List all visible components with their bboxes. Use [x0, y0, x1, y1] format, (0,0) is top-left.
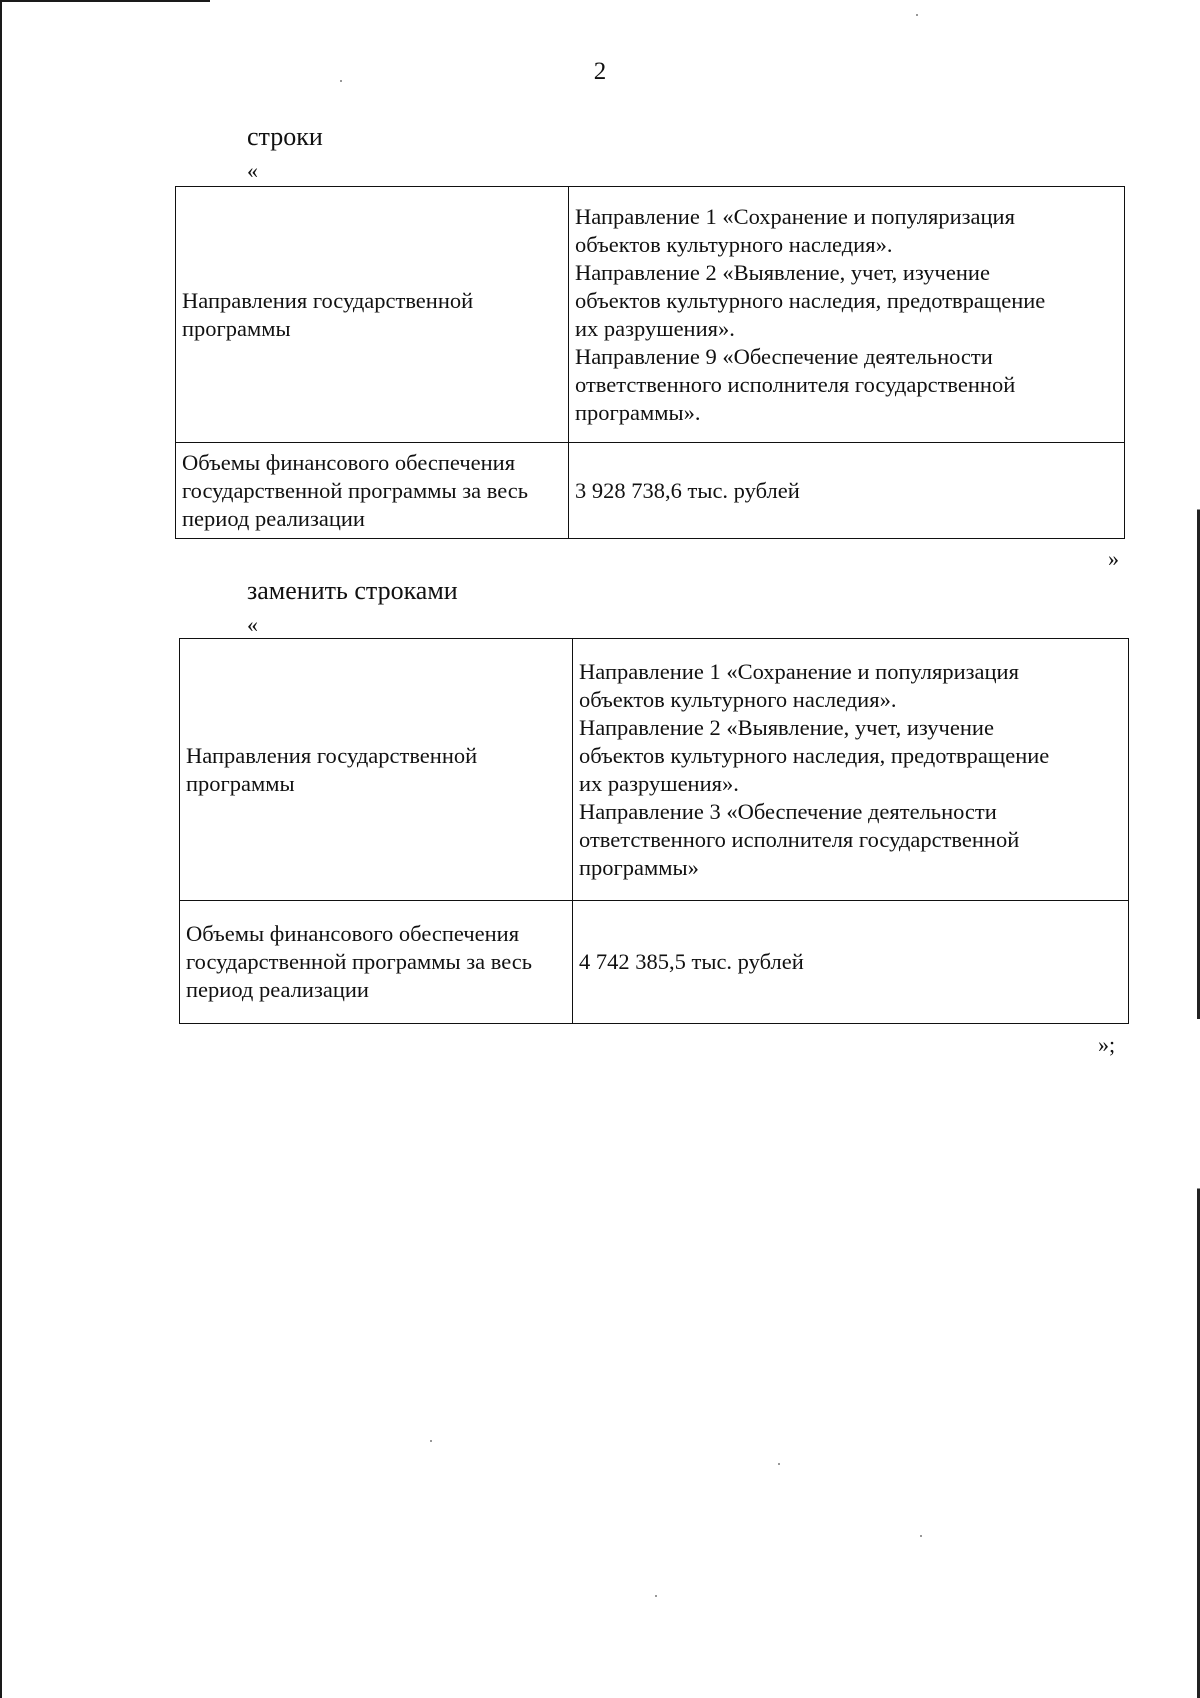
table-cell-line: 4 742 385,5 тыс. рублей	[579, 949, 804, 974]
table-cell-line: ответственного исполнителя государственной	[579, 826, 1020, 852]
table-value-cell	[569, 443, 1125, 539]
section-2-close-quote: »;	[1098, 1032, 1116, 1057]
table-cell-line: Направление 1 «Сохранение и популяризация	[579, 658, 1019, 684]
table-cell-line: объектов культурного наследия, предотвращение	[579, 742, 1050, 768]
table-cell-line: Объемы финансового обеспечения	[186, 921, 520, 946]
section-1-close-quote: »	[1108, 546, 1119, 571]
table-label-cell	[176, 187, 569, 443]
table-cell-line: объектов культурного наследия».	[579, 686, 897, 712]
table-cell-line: период реализации	[182, 505, 365, 531]
page-number: 2	[593, 58, 607, 85]
table-row	[180, 639, 1129, 901]
table-cell-line: объектов культурного наследия».	[575, 231, 893, 257]
table-cell-line: Направление 1 «Сохранение и популяризация	[575, 203, 1015, 229]
table-value-cell	[573, 901, 1129, 1024]
scan-speck	[655, 1595, 657, 1597]
table-cell-line: Направление 2 «Выявление, учет, изучение	[579, 714, 994, 740]
table-cell-line: 3 928 738,6 тыс. рублей	[575, 477, 800, 503]
table-row	[176, 187, 1125, 443]
scan-edge-top	[0, 0, 210, 2]
table-cell-line: программы	[182, 315, 291, 341]
table-cell-line: программы	[186, 770, 295, 796]
scan-speck	[430, 1440, 432, 1442]
table-cell-line: Направления государственной	[182, 287, 474, 313]
table-cell-line: их разрушения».	[575, 315, 735, 341]
section-2-table	[179, 638, 1129, 1024]
section-1-caption: строки	[247, 122, 323, 151]
table-cell-line: Направление 3 «Обеспечение деятельности	[579, 798, 997, 824]
table-cell-line: объектов культурного наследия, предотвращение	[575, 287, 1046, 313]
section-2-open-quote: «	[247, 612, 258, 637]
table-cell-line: Направление 9 «Обеспечение деятельности	[575, 343, 993, 369]
table-cell-line: программы»	[579, 854, 699, 880]
table-cell-line: Направления государственной	[186, 742, 478, 768]
table-cell-line: их разрушения».	[579, 770, 739, 796]
table-cell-line: программы».	[575, 399, 701, 425]
scan-speck	[920, 1535, 922, 1537]
table-label-cell	[180, 639, 573, 901]
table-label-cell	[180, 901, 573, 1024]
table-row	[176, 443, 1125, 539]
scan-speck	[778, 1463, 780, 1465]
section-1-open-quote: «	[247, 158, 258, 183]
scan-speck	[916, 14, 918, 16]
table-value-cell	[569, 187, 1125, 443]
section-1-table	[175, 186, 1125, 539]
table-cell-line: ответственного исполнителя государственной	[575, 371, 1016, 397]
table-row	[180, 901, 1129, 1024]
table-cell-line: Объемы финансового обеспечения	[182, 449, 516, 475]
table-cell-line: период реализации	[186, 977, 369, 1002]
table-cell-line: Направление 2 «Выявление, учет, изучение	[575, 259, 990, 285]
table-value-cell	[573, 639, 1129, 901]
table-cell-line: государственной программы за весь	[186, 949, 532, 974]
table-cell-line: государственной программы за весь	[182, 477, 528, 503]
section-2-caption: заменить строками	[247, 576, 458, 605]
table-label-cell	[176, 443, 569, 539]
scan-edge-left	[0, 0, 2, 1698]
